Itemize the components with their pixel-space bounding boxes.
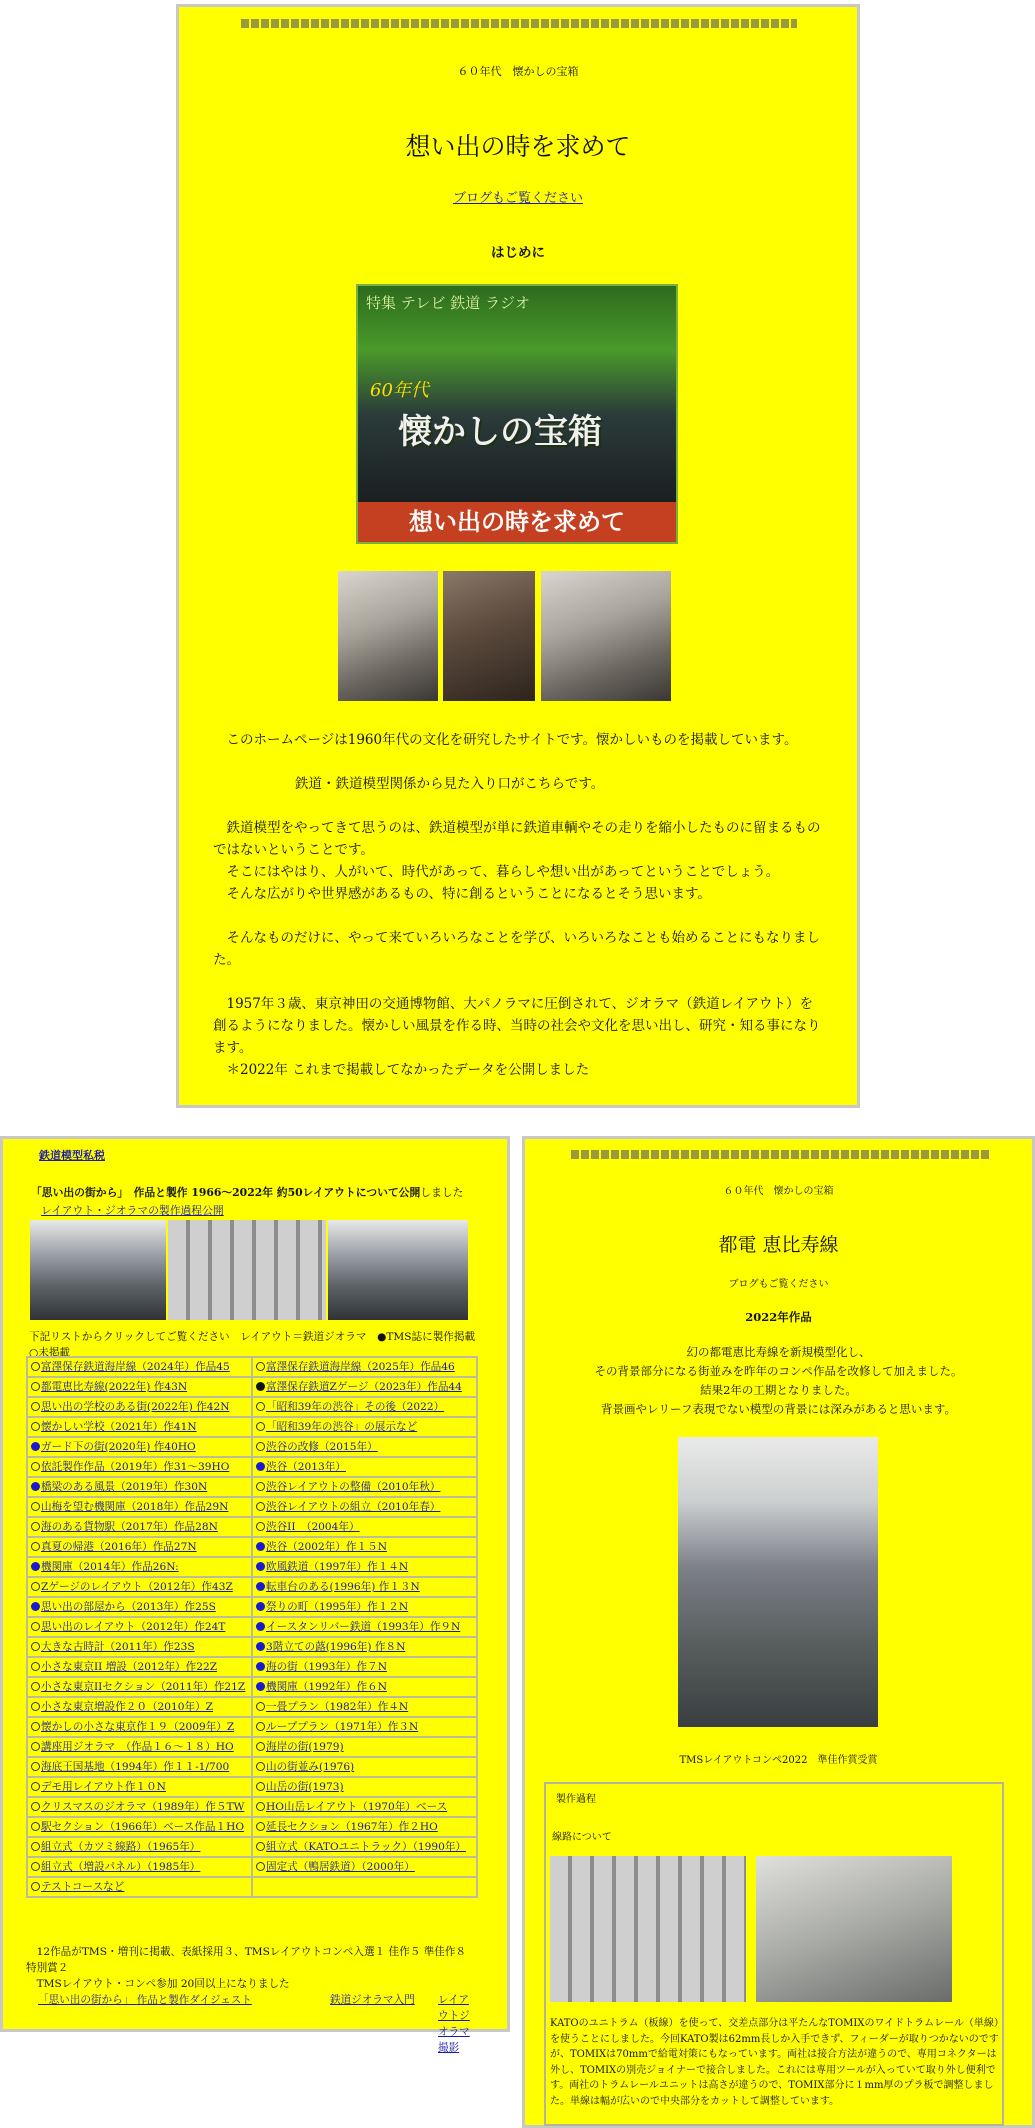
- desc-line: 結果2年の工期となりました。: [700, 1383, 857, 1397]
- unpublished-marker-icon: [31, 1742, 40, 1751]
- table-cell[interactable]: [252, 1397, 477, 1417]
- table-cell[interactable]: [27, 1417, 252, 1437]
- intro-paragraph: そんな広がりや世界感があるもの、特に創るということになるとそう思います。: [213, 886, 711, 902]
- photo-children: [443, 571, 535, 701]
- work-link[interactable]: イースタンリバー鉄道（1993年）作９N: [266, 1621, 461, 1633]
- desc-line: 背景画やレリーフ表現でない模型の背景には深みがあると思います。: [600, 1402, 956, 1416]
- table-cell[interactable]: [252, 1717, 477, 1737]
- work-link[interactable]: 「昭和39年の渋谷」その後（2022）: [266, 1401, 445, 1413]
- table-cell[interactable]: [252, 1677, 477, 1697]
- work-link[interactable]: 富澤保存鉄道海岸線（2025年）作品46: [266, 1361, 455, 1373]
- work-link[interactable]: 富澤保存鉄道Zゲージ（2023年）作品44: [266, 1381, 462, 1393]
- work-link[interactable]: 講座用ジオラマ （作品１６〜１８）HO: [41, 1741, 234, 1753]
- table-cell[interactable]: [252, 1357, 477, 1377]
- published-marker-icon: [256, 1662, 265, 1671]
- unpublished-marker-icon: [256, 1722, 265, 1731]
- published-marker-icon: [31, 1562, 40, 1571]
- list-caption: 下記リストからクリックしてご覧ください レイアウト＝鉄道ジオラマ ●TMS誌に製作掲載 ○未掲載: [29, 1331, 486, 1359]
- table-row: [27, 1637, 477, 1657]
- unpublished-marker-icon: [31, 1782, 40, 1791]
- table-cell[interactable]: [252, 1817, 477, 1837]
- table-cell[interactable]: [252, 1597, 477, 1617]
- poster-line-3: 懐かしの宝箱: [398, 412, 602, 452]
- table-cell[interactable]: [252, 1577, 477, 1597]
- table-cell[interactable]: [27, 1697, 252, 1717]
- page-title: 想い出の時を求めて: [405, 132, 631, 161]
- footer-line-2: TMSレイアウト・コンペ参加 20回以上になりました: [26, 1978, 290, 1990]
- table-cell[interactable]: [252, 1517, 477, 1537]
- table-row: [27, 1837, 477, 1857]
- table-cell[interactable]: [252, 1657, 477, 1677]
- table-cell: [252, 1877, 477, 1897]
- table-row: [27, 1537, 477, 1557]
- work-link[interactable]: HO山岳レイアウト（1970年）ベース: [266, 1801, 448, 1813]
- unpublished-marker-icon: [31, 1402, 40, 1411]
- poster-line-1: 特集 テレビ 鉄道 ラジオ: [366, 294, 531, 312]
- unpublished-marker-icon: [256, 1422, 265, 1431]
- work-link[interactable]: クリスマスのジオラマ（1989年）作５TW: [41, 1801, 245, 1813]
- work-link[interactable]: 橋梁のある風景（2019年）作30N: [41, 1481, 208, 1493]
- desc-line: 幻の都電恵比寿線を新規模型化し、: [686, 1345, 871, 1359]
- unpublished-marker-icon: [31, 1862, 40, 1871]
- process-box: [544, 1782, 1004, 2126]
- track-photo-2: [756, 1856, 952, 2002]
- work-link[interactable]: 小さな東京IIセクション（2011年）作21Z: [41, 1681, 246, 1693]
- headline-bold: 「思い出の街から」: [31, 1186, 123, 1199]
- work-link[interactable]: 小さな東京II 増設（2012年）作22Z: [41, 1661, 218, 1673]
- unpublished-marker-icon: [31, 1362, 40, 1371]
- table-cell[interactable]: [27, 1397, 252, 1417]
- table-cell[interactable]: [252, 1377, 477, 1397]
- work-link[interactable]: 山梅を望む機関庫（2018年）作品29N: [41, 1501, 229, 1513]
- footer-link-photo[interactable]: レイアウトジオラマ撮影: [438, 1994, 470, 2054]
- table-row: [27, 1457, 477, 1477]
- toden-title: 都電 恵比寿線: [718, 1234, 839, 1256]
- unpublished-marker-icon: [31, 1762, 40, 1771]
- table-cell[interactable]: [252, 1757, 477, 1777]
- table-cell[interactable]: [252, 1857, 477, 1877]
- work-link[interactable]: 都電恵比寿線(2022年) 作43N: [41, 1381, 188, 1393]
- work-link[interactable]: 依託製作作品（2019年）作31〜39HO: [41, 1461, 230, 1473]
- entrance-text: 鉄道・鉄道模型関係から見た入り口がこちらです。: [295, 776, 605, 792]
- track-photo-1: [550, 1856, 746, 2002]
- blog-link[interactable]: ブログもご覧ください: [452, 191, 583, 206]
- footer-link-intro[interactable]: 鉄道ジオラマ入門: [330, 1994, 415, 2006]
- work-link[interactable]: 組立式（増設パネル）（1985年）: [41, 1861, 201, 1873]
- poster-line-2: 60年代: [370, 380, 429, 401]
- layout-photo-2[interactable]: [168, 1220, 326, 1320]
- poster-line-4: 想い出の時を求めて: [358, 502, 676, 542]
- table-row: [27, 1577, 477, 1597]
- intro-paragraph: そこにはやはり、人がいて、時代があって、暮らしや想い出があってということでしょう。: [213, 864, 780, 880]
- table-cell[interactable]: [27, 1717, 252, 1737]
- work-link[interactable]: 大きな古時計（2011年）作23S: [41, 1641, 195, 1653]
- unpublished-marker-icon: [31, 1642, 40, 1651]
- work-link[interactable]: 3階立ての蕗(1996年) 作８N: [266, 1641, 406, 1653]
- table-cell[interactable]: [252, 1617, 477, 1637]
- unpublished-marker-icon: [256, 1862, 265, 1871]
- work-link[interactable]: 渋谷レイアウトの組立（2010年春）: [266, 1501, 441, 1513]
- headline-rest: 作品と製作 1966〜2022年 約50レイアウトについて公開: [133, 1186, 421, 1199]
- published-marker-icon: [256, 1542, 265, 1551]
- footer-line-1: 12作品がTMS・増刊に掲載、表紙採用３、TMSレイアウトコンペ入選１ 佳作５ 準佳作８ 特別賞２: [26, 1946, 467, 1974]
- work-link[interactable]: 思い出の学校のある街(2022年) 作42N: [41, 1401, 230, 1413]
- table-cell[interactable]: [27, 1617, 252, 1637]
- table-row: [27, 1817, 477, 1837]
- table-row: [27, 1417, 477, 1437]
- decorative-border: [241, 19, 797, 28]
- table-cell[interactable]: [252, 1557, 477, 1577]
- published-marker-icon: [31, 1482, 40, 1491]
- table-cell[interactable]: [27, 1797, 252, 1817]
- unpublished-marker-icon: [256, 1502, 265, 1511]
- table-row: [27, 1477, 477, 1497]
- era-label: ６０年代 懐かしの宝箱: [457, 65, 579, 78]
- unpublished-marker-icon: [31, 1382, 40, 1391]
- table-row: [27, 1397, 477, 1417]
- unpublished-marker-icon: [31, 1802, 40, 1811]
- era-label-right: ６０年代 懐かしの宝箱: [723, 1186, 834, 1197]
- intro-heading: はじめに: [491, 245, 545, 261]
- table-row: [27, 1857, 477, 1877]
- track-description: KATOのユニトラム（板線）を使って、交差点部分は平たんなTOMIXのワイドトラムレール（単線）を使うことにしました。今回KATO製は62mm長しか入手できず、フィーダーが取りつかないのですが、TOMIXは70mmで給電対策にもなっています。両社は接合方法が違うので、専用コネクターは外し、TOMIXの別売ジョイナーで接合しました。これには専用ツールが入っていて取り外し便利です。両社のトラムレールユニットは高さが違うので、TOMIX部分に１mm厚のプラ板で調整しました。単線は幅が広いので中央部分をカットして調整しています。: [550, 2018, 999, 2107]
- toden-layout-photo: [678, 1437, 878, 1727]
- published-marker-icon: [31, 1442, 40, 1451]
- table-cell[interactable]: [27, 1577, 252, 1597]
- unpublished-marker-icon: [31, 1682, 40, 1691]
- work-link[interactable]: 小さな東京増設作２０（2010年）Z: [41, 1701, 214, 1713]
- table-cell[interactable]: [27, 1657, 252, 1677]
- award-caption: TMSレイアウトコンペ2022 準佳作賞受賞: [679, 1755, 878, 1766]
- published-marker-icon: [256, 1602, 265, 1611]
- work-link[interactable]: 懐かしの小さな東京作１９（2009年）Z: [41, 1721, 235, 1733]
- process-link[interactable]: レイアウト・ジオラマの製作過程公開: [41, 1204, 224, 1217]
- table-cell[interactable]: [27, 1737, 252, 1757]
- published-marker-icon: [256, 1382, 265, 1391]
- unpublished-marker-icon: [256, 1802, 265, 1811]
- unpublished-marker-icon: [31, 1882, 40, 1891]
- table-row: [27, 1777, 477, 1797]
- work-link[interactable]: Zゲージのレイアウト（2012年）作43Z: [41, 1581, 233, 1593]
- table-row: [27, 1877, 477, 1897]
- table-cell[interactable]: [27, 1357, 252, 1377]
- work-link[interactable]: 海底王国基地（1994年）作１１-1/700: [41, 1761, 230, 1773]
- table-cell[interactable]: [252, 1437, 477, 1457]
- work-link[interactable]: 渋谷レイアウトの整備（2010年秋）: [266, 1481, 441, 1493]
- work-link[interactable]: 固定式（鴨居鉄道）（2000年）: [266, 1861, 415, 1873]
- table-cell[interactable]: [27, 1837, 252, 1857]
- photo-child-snow: [338, 571, 438, 701]
- table-row: [27, 1377, 477, 1397]
- table-cell[interactable]: [252, 1697, 477, 1717]
- work-link[interactable]: 機関庫（2014年）作品26N:: [41, 1561, 179, 1573]
- work-link[interactable]: 渋谷II （2004年）: [266, 1521, 360, 1533]
- work-link[interactable]: 延長セクション（1967年）作２HO: [266, 1821, 438, 1833]
- table-cell[interactable]: [27, 1497, 252, 1517]
- unpublished-marker-icon: [256, 1822, 265, 1831]
- work-link[interactable]: デモ用レイアウト作１０N: [41, 1781, 166, 1793]
- work-link[interactable]: 欧風鉄道（1997年）作１４N: [266, 1561, 409, 1573]
- table-row: [27, 1657, 477, 1677]
- intro-paragraph: 1957年３歳、東京神田の交通博物館、大パノラマに圧倒されて、ジオラマ（鉄道レイアウト）を創るようになりました。懐かしい風景を作る時、当時の社会や文化を思い出し、研究・知る事になります。: [213, 996, 821, 1056]
- table-cell[interactable]: [27, 1817, 252, 1837]
- table-cell[interactable]: [252, 1417, 477, 1437]
- table-row: [27, 1717, 477, 1737]
- table-cell[interactable]: [252, 1497, 477, 1517]
- table-cell[interactable]: [252, 1637, 477, 1657]
- decorative-border: [571, 1150, 991, 1159]
- table-row: [27, 1797, 477, 1817]
- intro-paragraph: このホームページは1960年代の文化を研究したサイトです。懐かしいものを掲載しています。: [213, 732, 798, 748]
- table-cell[interactable]: [27, 1877, 252, 1897]
- work-link[interactable]: 機関庫（1992年）作６N: [266, 1681, 387, 1693]
- year-heading: 2022年作品: [745, 1310, 812, 1324]
- work-link[interactable]: 祭りの町（1995年）作１２N: [266, 1601, 409, 1613]
- unpublished-marker-icon: [31, 1622, 40, 1631]
- unpublished-marker-icon: [256, 1362, 265, 1371]
- work-link[interactable]: 渋谷（2013年）: [266, 1461, 346, 1473]
- toden-description: [525, 1343, 1032, 1419]
- headline-tail: しました: [420, 1186, 464, 1199]
- table-cell[interactable]: [27, 1857, 252, 1877]
- unpublished-marker-icon: [31, 1822, 40, 1831]
- work-link[interactable]: 思い出の部屋から（2013年）作25S: [41, 1601, 216, 1613]
- intro-paragraph: そんなものだけに、やって来ていろいろなことを学び、いろいろなことも始めることにもなりました。: [213, 930, 820, 968]
- main-panel: [176, 4, 860, 1108]
- unpublished-marker-icon: [31, 1522, 40, 1531]
- table-cell[interactable]: [252, 1477, 477, 1497]
- work-link[interactable]: 一畳プラン（1982年）作４N: [266, 1701, 409, 1713]
- table-row: [27, 1357, 477, 1377]
- intro-paragraph: ＊2022年 これまで掲載してなかったデータを公開しました: [213, 1062, 590, 1078]
- unpublished-marker-icon: [256, 1442, 265, 1451]
- table-cell[interactable]: [27, 1777, 252, 1797]
- table-row: [27, 1557, 477, 1577]
- unpublished-marker-icon: [256, 1702, 265, 1711]
- unpublished-marker-icon: [31, 1462, 40, 1471]
- table-row: [27, 1697, 477, 1717]
- layout-photo-3[interactable]: [328, 1220, 468, 1320]
- intro-text: [213, 729, 823, 1081]
- table-row: [27, 1677, 477, 1697]
- table-cell[interactable]: [27, 1637, 252, 1657]
- work-link[interactable]: 組立式（カツミ線路）（1965年）: [41, 1841, 201, 1853]
- table-cell[interactable]: [27, 1557, 252, 1577]
- table-cell[interactable]: [27, 1457, 252, 1477]
- unpublished-marker-icon: [31, 1662, 40, 1671]
- unpublished-marker-icon: [31, 1502, 40, 1511]
- unpublished-marker-icon: [31, 1702, 40, 1711]
- desc-line: その背景部分になる街並みを昨年のコンペ作品を改修して加えました。: [594, 1364, 963, 1378]
- table-row: [27, 1737, 477, 1757]
- published-marker-icon: [256, 1462, 265, 1471]
- published-marker-icon: [256, 1642, 265, 1651]
- work-link[interactable]: 渋谷（2002年）作１５N: [266, 1541, 387, 1553]
- works-footer: [26, 1944, 478, 2054]
- table-cell[interactable]: [252, 1537, 477, 1557]
- table-cell[interactable]: [27, 1437, 252, 1457]
- work-link[interactable]: 「昭和39年の渋谷」の展示など: [266, 1421, 418, 1433]
- work-link[interactable]: 海の街（1993年）作７N: [266, 1661, 387, 1673]
- unpublished-marker-icon: [31, 1582, 40, 1591]
- table-row: [27, 1497, 477, 1517]
- blog-text-right: ブログもご覧ください: [728, 1279, 829, 1290]
- published-marker-icon: [256, 1582, 265, 1591]
- work-link[interactable]: 山の街並み(1976): [266, 1761, 355, 1773]
- unpublished-marker-icon: [31, 1842, 40, 1851]
- published-marker-icon: [256, 1622, 265, 1631]
- unpublished-marker-icon: [256, 1782, 265, 1791]
- layout-photo-1[interactable]: [30, 1220, 166, 1320]
- table-cell[interactable]: [252, 1837, 477, 1857]
- table-row: [27, 1617, 477, 1637]
- table-cell[interactable]: [252, 1737, 477, 1757]
- table-cell[interactable]: [27, 1477, 252, 1497]
- published-marker-icon: [256, 1562, 265, 1571]
- unpublished-marker-icon: [31, 1542, 40, 1551]
- unpublished-marker-icon: [31, 1722, 40, 1731]
- unpublished-marker-icon: [31, 1422, 40, 1431]
- intro-paragraph: 鉄道模型をやってきて思うのは、鉄道模型が単に鉄道車輌やその走りを縮小したものに留まるものではないということです。: [213, 820, 821, 858]
- work-link[interactable]: 海のある貨物駅（2017年）作品28N: [41, 1521, 218, 1533]
- poster-image: [356, 284, 678, 544]
- track-heading: 線路について: [552, 1832, 612, 1843]
- works-headline: [31, 1185, 501, 1200]
- table-cell[interactable]: [27, 1757, 252, 1777]
- table-cell[interactable]: [252, 1797, 477, 1817]
- unpublished-marker-icon: [256, 1522, 265, 1531]
- table-row: [27, 1437, 477, 1457]
- work-link[interactable]: 駅セクション（1966年）ベース作品１HO: [41, 1821, 245, 1833]
- unpublished-marker-icon: [256, 1842, 265, 1851]
- unpublished-marker-icon: [256, 1762, 265, 1771]
- works-table: [26, 1356, 478, 1898]
- work-link[interactable]: ループプラン（1971年）作３N: [266, 1721, 419, 1733]
- work-link[interactable]: 転車台のある(1996年) 作１３N: [266, 1581, 420, 1593]
- work-link[interactable]: 真夏の帰港（2016年）作品27N: [41, 1541, 197, 1553]
- process-title: 製作過程: [556, 1794, 596, 1805]
- work-link[interactable]: 海岸の街(1979): [266, 1741, 344, 1753]
- published-marker-icon: [31, 1602, 40, 1611]
- work-link[interactable]: 懐かしい学校（2021年）作41N: [41, 1421, 197, 1433]
- work-link[interactable]: ガード下の街(2020年) 作40HO: [41, 1441, 196, 1453]
- unpublished-marker-icon: [256, 1402, 265, 1411]
- table-cell[interactable]: [252, 1457, 477, 1477]
- footer-link-works[interactable]: 「思い出の街から」 作品と製作ダイジェスト: [38, 1994, 252, 2006]
- table-row: [27, 1757, 477, 1777]
- work-link[interactable]: 山岳の街(1973): [266, 1781, 344, 1793]
- published-marker-icon: [256, 1682, 265, 1691]
- unpublished-marker-icon: [256, 1482, 265, 1491]
- table-cell[interactable]: [27, 1537, 252, 1557]
- table-cell[interactable]: [252, 1777, 477, 1797]
- table-cell[interactable]: [27, 1377, 252, 1397]
- work-link[interactable]: 組立式（KATOユニトラック）（1990年）: [266, 1841, 467, 1853]
- work-link[interactable]: 富澤保存鉄道海岸線（2024年）作品45: [41, 1361, 230, 1373]
- photo-boys-playing: [541, 571, 671, 701]
- table-row: [27, 1517, 477, 1537]
- table-row: [27, 1597, 477, 1617]
- table-cell[interactable]: [27, 1597, 252, 1617]
- section-link[interactable]: 鉄道模型私税: [39, 1149, 105, 1162]
- table-cell[interactable]: [27, 1677, 252, 1697]
- table-cell[interactable]: [27, 1517, 252, 1537]
- work-link[interactable]: 渋谷の改修（2015年）: [266, 1441, 378, 1453]
- work-link[interactable]: 思い出のレイアウト（2012年）作24T: [41, 1621, 226, 1633]
- work-link[interactable]: テストコースなど: [41, 1881, 125, 1893]
- unpublished-marker-icon: [256, 1742, 265, 1751]
